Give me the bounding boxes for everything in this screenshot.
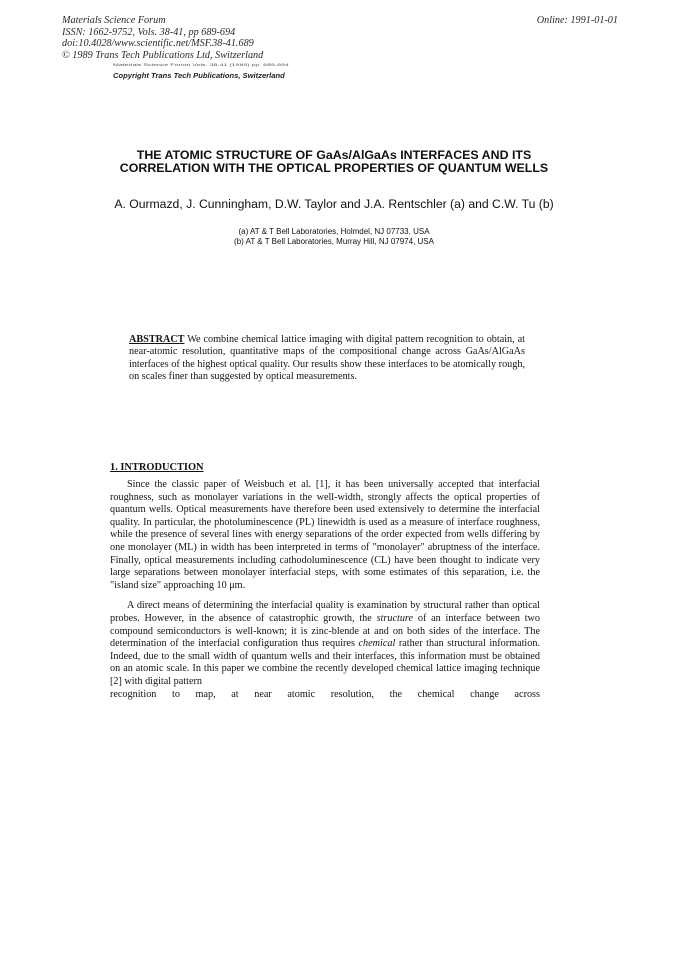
issn-line: ISSN: 1662-9752, Vols. 38-41, pp 689-694 <box>62 26 236 38</box>
intro-paragraph-2-last-line: recognition to map, at near atomic resolution, the chemical change across <box>110 688 540 700</box>
p2-text-b: of an interface between two compound semiconductors is well-known; it is zinc-blende at and on both sides of the interface. The determination of the interfacial configuration thus requires <box>110 612 541 650</box>
abstract-text: We combine chemical lattice imaging with digital pattern recognition to obtain, at near-atomic resolution, quantitative maps of the compositional change across GaAs/AlGaAs interfaces of the highest optical quality. Our results show these interfaces to be atomically rough, on scales finer than suggested by optical measurements. <box>129 334 525 383</box>
original-copyright: Copyright Trans Tech Publications, Switzerland <box>113 71 285 80</box>
journal-name: Materials Science Forum <box>62 15 166 26</box>
intro-paragraph-1: Since the classic paper of Weisbuch et al. [1], it has been universally accepted that interfacial roughness, such as monolayer variations in the well-width, strongly affects the optical properties of quantum wells. Optical measurements have therefore been used extensively to determine the interfacial quality. In particular, the photoluminescence (PL) linewidth is used as a measure of interface roughness, while the presence of several lines with energy separations of the order expected from wells differing by one monolayer (ML) in width has been interpreted in terms of "monolayer" abruptness of the interface. Finally, optical measurements including cathodoluminescence (CL) have been thought to indicate very large separations between monolayer interfacial steps, with some estimates of this separation, i.e. the "island size" approaching 10 μm. <box>110 479 540 591</box>
doi-line: doi:10.4028/www.scientific.net/MSF.38-41.689 <box>62 38 254 50</box>
section-heading-introduction: 1. INTRODUCTION <box>110 462 204 473</box>
abstract-label: ABSTRACT <box>129 334 185 345</box>
introduction-body <box>110 479 540 701</box>
online-date: Online: 1991-01-01 <box>536 15 618 26</box>
p2-text-c: rather than structural information. Indeed, due to the small width of quantum wells and their interfaces, this information must be obtained on an atomic scale. In this paper we combine the recently developed chemical lattice imaging technique [2] with digital pattern <box>110 638 540 687</box>
affiliation-a: (a) AT & T Bell Laboratories, Holmdel, NJ 07733, USA <box>238 227 430 236</box>
affiliation-b: (b) AT & T Bell Laboratories, Murray Hill, NJ 07974, USA <box>234 237 434 246</box>
abstract <box>129 334 525 384</box>
original-source-line: Materials Science Forum Vols. 38-41 (1989) pp. 689-694 <box>113 63 289 67</box>
author-list: A. Ourmazd, J. Cunningham, D.W. Taylor and J.A. Rentschler (a) and C.W. Tu (b) <box>114 197 554 211</box>
p2-text-a: A direct means of determining the interfacial quality is examination by structural rather than optical probes. However, in the absence of catastrophic growth, the <box>110 600 540 624</box>
affiliations <box>110 227 558 247</box>
p2-emphasis-chemical: chemical <box>358 638 396 650</box>
p2-emphasis-structure: structure <box>376 612 414 624</box>
header-left <box>62 15 263 61</box>
intro-paragraph-2 <box>110 600 540 688</box>
paper-title: THE ATOMIC STRUCTURE OF GaAs/AlGaAs INTERFACES AND ITS CORRELATION WITH THE OPTICAL PROPERTIES OF QUANTUM WELLS <box>119 148 549 175</box>
copyright-line: © 1989 Trans Tech Publications Ltd, Switzerland <box>62 49 264 61</box>
